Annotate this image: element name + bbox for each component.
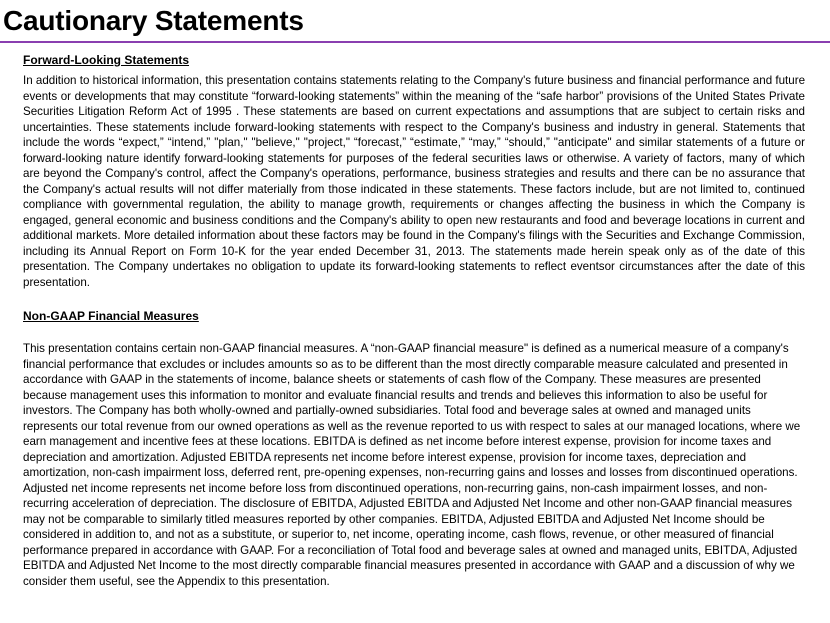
non-gaap-paragraph: This presentation contains certain non-GAAP financial measures. A “non-GAAP financial measure" is defined as a numerical measure of a company's financial performance that excludes or includes amounts so as to be different than the most directly comparable measure calculated and presented in accordance with GAAP in the statements of income, balance sheets or statements of cash flow of the Company. These measures are presented because management uses this information to monitor and evaluate financial results and trends and believes this information to also be useful for investors. The Company has both wholly-owned and partially-owned subsidiaries. Total food and beverage sales at owned and managed units represents our total revenue from our owned operations as well as the revenue reported to us with respect to sales at our managed locations, where we earn management and incentive fees at these locations. EBITDA is defined as net income before interest expense, provision for income taxes and depreciation and amortization. Adjusted EBITDA represents net income before interest expense, provision for income taxes, depreciation and amortization, non-cash impairment loss, deferred rent, pre-opening expenses, non-recurring gains and losses and losses from discontinued operations. Adjusted net income represents net income before loss from discontinued operations, non-recurring gains, non-cash impairment losses, and non-recurring acceleration of depreciation. The disclosure of EBITDA, Adjusted EBITDA and Adjusted Net Income and other non-GAAP financial measures may not be comparable to similarly titled measures reported by other companies. EBITDA, Adjusted EBITDA and Adjusted Net Income should be considered in addition to, and not as a substitute, or superior to, net income, operating income, cash flows, revenue, or other measured of financial performance prepared in accordance with GAAP. For a reconciliation of Total food and beverage sales at owned and managed units, EBITDA, Adjusted EBITDA and Adjusted Net Income to the most directly comparable financial measures presented in accordance with GAAP and a discussion of why we consider them useful, see the Appendix to this presentation. [23,342,801,588]
section-heading-non-gaap: Non-GAAP Financial Measures [23,309,199,323]
document-body [23,52,805,589]
page-title: Cautionary Statements [3,5,304,36]
title-divider [0,41,830,43]
section-heading-forward-looking: Forward-Looking Statements [23,53,190,67]
forward-looking-paragraph: In addition to historical information, this presentation contains statements relating to the Company's future business and financial performance and future events or developments that may constitute “forward-looking statements” within the meaning of the “safe harbor” provisions of the United States Private Securities Litigation Reform Act of 1995 . These statements are based on current expectations and assumptions that are subject to certain risks and uncertainties. These statements include forward-looking statements with respect to the Company's business and industry in general. Statements that include the words “expect,” “intend,” "plan," "believe," "project," “forecast,” “estimate,” “may,” “should,” "anticipate" and similar statements of a future or forward-looking nature identify forward-looking statements for purposes of the federal securities laws or otherwise. A variety of factors, many of which are beyond the Company's control, affect the Company's operations, performance, business strategies and results and there can be no assurance that the Company's actual results will not differ materially from those indicated in these statements. These factors include, but are not limited to, continued compliance with governmental regulation, the ability to manage growth, requirements or changes affecting the business in which the Company is engaged, general economic and business conditions and the Company's ability to open new restaurants and food and beverage locations in current and additional markets. More detailed information about these factors may be found in the Company's filings with the Securities and Exchange Commission, including its Annual Report on Form 10-K for the year ended December 31, 2013. The statements made herein speak only as of the date of this presentation. The Company undertakes no obligation to update its forward-looking statements to reflect eventsor circumstances after the date of this presentation. [23,74,806,289]
